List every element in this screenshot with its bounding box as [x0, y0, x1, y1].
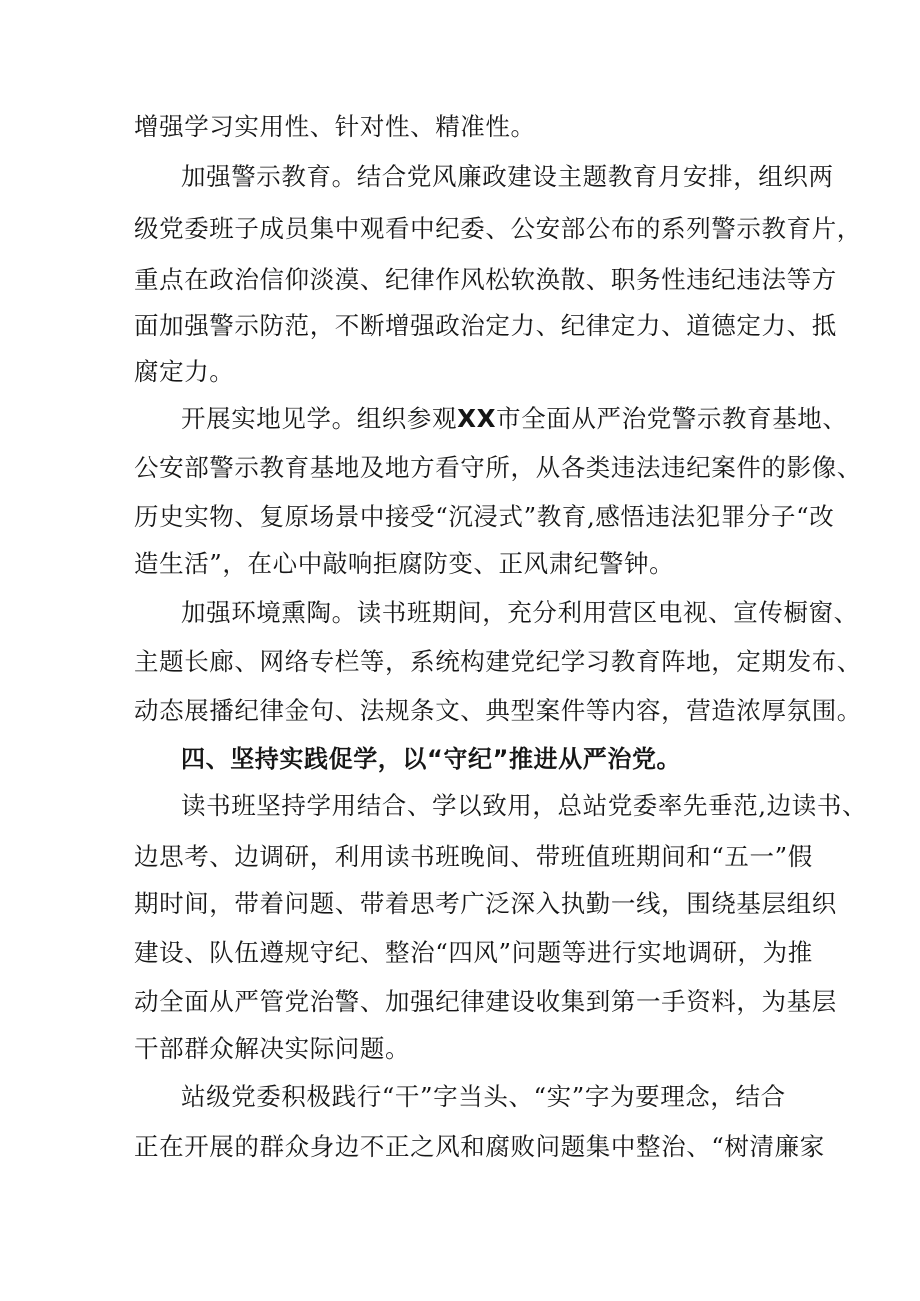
text-line: 正在开展的群众身边不正之风和腐败问题集中整治、“树清廉家	[134, 1132, 825, 1161]
text-line: 增强学习实用性、针对性、精准性。	[134, 112, 536, 141]
text-line: 加强警示教育。结合党风廉政建设主题教育月安排，组织两	[181, 162, 834, 191]
text-line: 动全面从严管党治警、加强纪律建设收集到第一手资料，为基层	[134, 987, 837, 1016]
text-line: 主题长廊、网络专栏等，系统构建党纪学习教育阵地，定期发布、	[134, 647, 862, 676]
section-heading: 四、坚持实践促学，以“守纪”推进从严治党。	[181, 745, 682, 773]
text-line: 造生活”，在心中敲响拒腐防变、正风肃纪警钟。	[134, 549, 675, 578]
text-line	[181, 404, 848, 434]
text-line: 面加强警示防范，不断增强政治定力、纪律定力、道德定力、抵	[134, 311, 837, 340]
text-line: 公安部警示教育基地及地方看守所，从各类违法违纪案件的影像、	[134, 453, 862, 482]
text-segment: 开展实地见学。组织参观	[181, 404, 458, 433]
text-line: 干部群众解决实际问题。	[134, 1034, 411, 1063]
text-line: 级党委班子成员集中观看中纪委、公安部公布的系列警示教育片，	[134, 214, 862, 243]
text-line: 建设、队伍遵规守纪、整治“四风”问题等进行实地调研，为推	[134, 938, 813, 967]
text-line: 动态展播纪律金句、法规条文、典型案件等内容，营造浓厚氛围。	[134, 696, 862, 725]
redacted-city-placeholder: XX	[457, 404, 497, 433]
text-line: 站级党委积极践行“干”字当头、“实”字为要理念，结合	[181, 1082, 786, 1111]
text-line: 边思考、边调研，利用读书班晚间、带班值班期间和“五一”假	[134, 842, 813, 871]
text-line: 期时间，带着问题、带着思考广泛深入执勤一线，围绕基层组织	[134, 889, 837, 918]
text-line: 腐定力。	[134, 357, 235, 386]
text-line: 重点在政治信仰淡漠、纪律作风松软涣散、职务性违纪违法等方	[134, 265, 837, 294]
text-line: 读书班坚持学用结合、学以致用，总站党委率先垂范,边读书、	[181, 791, 868, 820]
text-segment: 市全面从严治党警示教育基地、	[496, 404, 848, 433]
text-line: 历史实物、复原场景中接受“沉浸式”教育,感悟违法犯罪分子“改	[134, 502, 835, 531]
text-line: 加强环境熏陶。读书班期间，充分利用营区电视、宣传橱窗、	[181, 598, 859, 627]
